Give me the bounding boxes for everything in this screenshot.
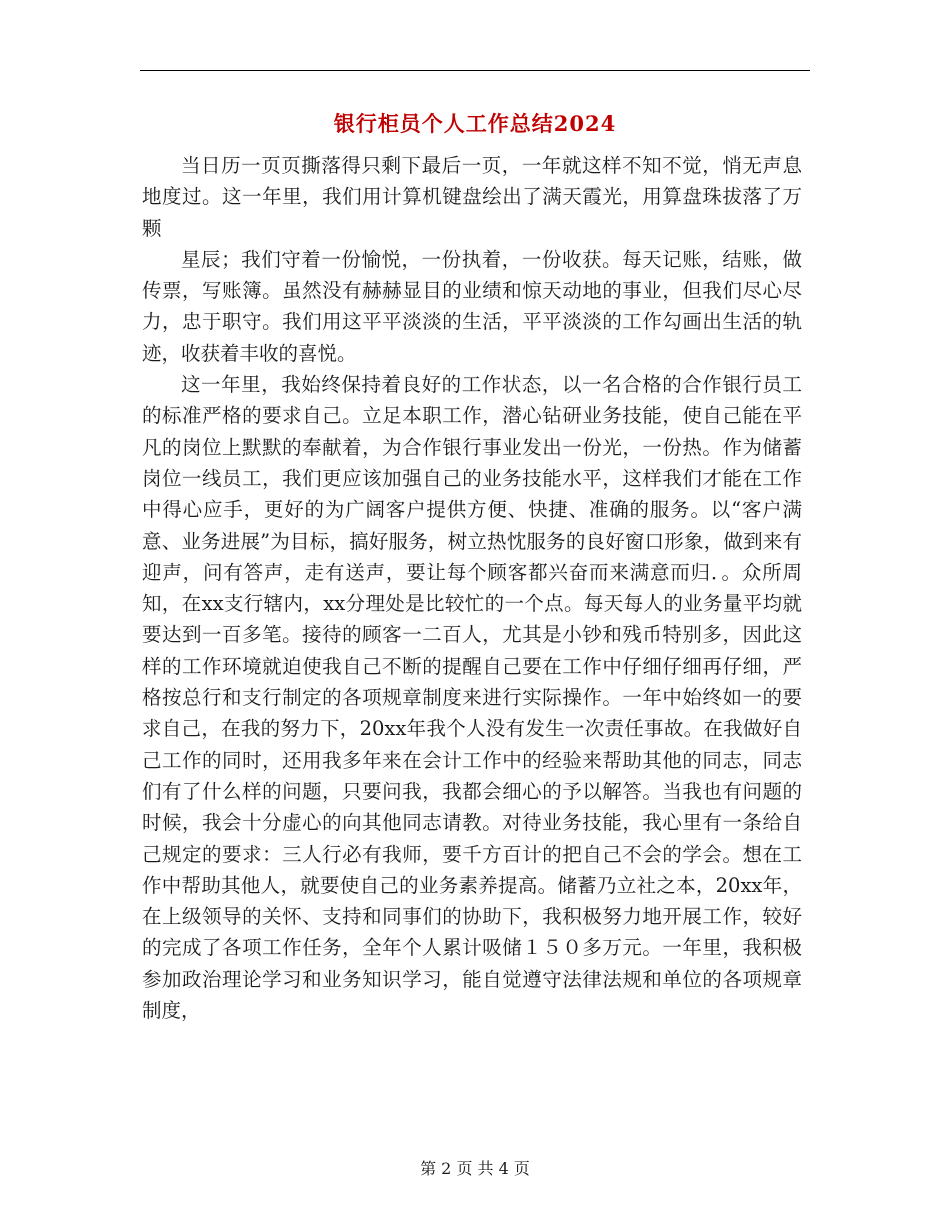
- paragraph-1: 当日历一页页撕落得只剩下最后一页，一年就这样不知不觉，悄无声息地度过。这一年里，我们用计算机键盘绘出了满天霞光，用算盘珠拔落了万颗: [142, 154, 802, 240]
- document-body: [142, 150, 802, 1026]
- paragraph-3: 这一年里，我始终保持着良好的工作状态，以一名合格的合作银行员工的标准严格的要求自己。立足本职工作，潜心钻研业务技能，使自己能在平凡的岗位上默默的奉献着，为合作银行事业发出一份光，一份热。作为储蓄岗位一线员工，我们更应该加强自己的业务技能水平，这样我们才能在工作中得心应手，更好的为广阔客户提供方便、快捷、准确的服务。以“客户满意、业务进展”为目标，搞好服务，树立热忱服务的良好窗口形象，做到来有迎声，问有答声，走有送声，要让每个顾客都兴奋而来满意而归．。众所周知，在xx支行辖内，xx分理处是比较忙的一个点。每天每人的业务量平均就要达到一百多笔。接待的顾客一二百人，尤其是小钞和残币特别多，因此这样的工作环境就迫使我自己不断的提醒自己要在工作中仔细仔细再仔细，严格按总行和支行制定的各项规章制度来进行实际操作。一年中始终如一的要求自己，在我的努力下，20xx年我个人没有发生一次责任事故。在我做好自己工作的同时，还用我多年来在会计工作中的经验来帮助其他的同志，同志们有了什么样的问题，只要问我，我都会细心的予以解答。当我也有问题的时候，我会十分虚心的向其他同志请教。对待业务技能，我心里有一条给自己规定的要求：三人行必有我师，要千方百计的把自己不会的学会。想在工作中帮助其他人，就要使自己的业务素养提高。储蓄乃立社之本，20xx年，在上级领导的关怀、支持和同事们的协助下，我积极努力地开展工作，较好的完成了各项工作任务，全年个人累计吸储１５０多万元。一年里，我积极参加政治理论学习和业务知识学习，能自觉遵守法律法规和单位的各项规章制度，: [142, 373, 802, 1023]
- header-rule: [140, 70, 810, 71]
- document-title: 银行柜员个人工作总结2024: [333, 111, 617, 136]
- page-footer: 第 2 页 共 4 页: [420, 1159, 530, 1178]
- paragraph-2: 星辰；我们守着一份愉悦，一份执着，一份收获。每天记账，结账，做传票，写账簿。虽然没有赫赫显目的业绩和惊天动地的事业，但我们尽心尽力，忠于职守。我们用这平平淡淡的生活，平平淡淡的工作勾画出生活的轨迹，收获着丰收的喜悦。: [142, 247, 802, 365]
